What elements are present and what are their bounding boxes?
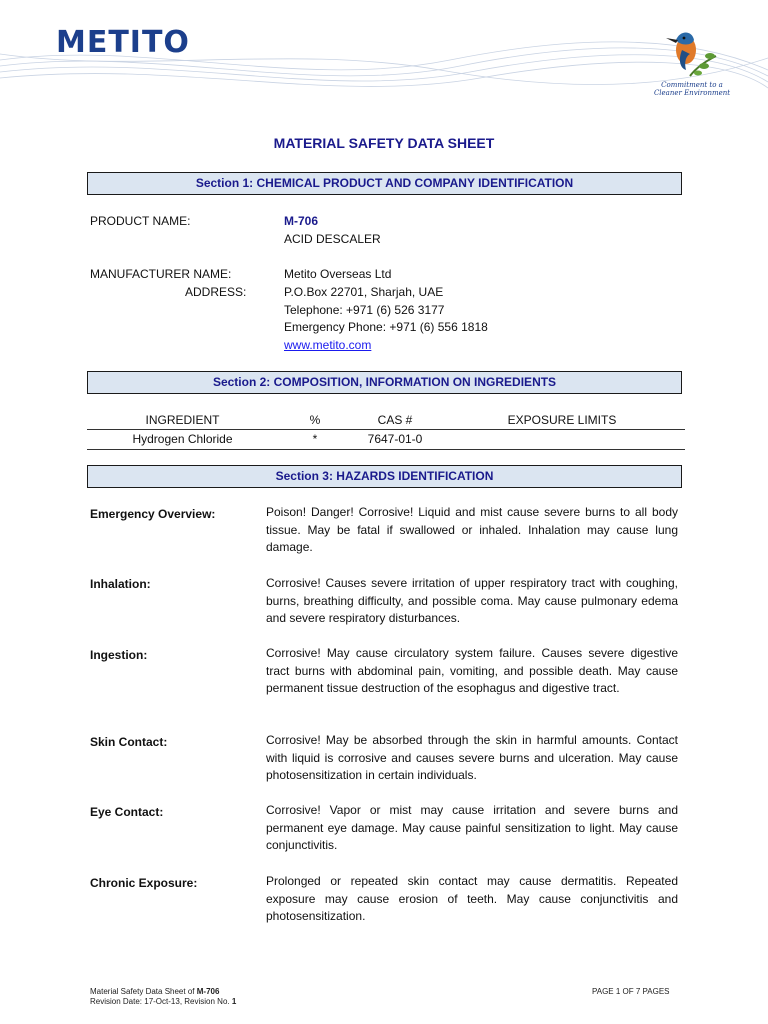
emergency-phone: Emergency Phone: +971 (6) 556 1818	[284, 320, 488, 334]
brand-tagline: Commitment to a Cleaner Environment	[653, 81, 731, 97]
product-name-label: PRODUCT NAME:	[90, 214, 191, 228]
hazard-text-inhalation: Corrosive! Causes severe irritation of upper respiratory tract with coughing, burns, breathing difficulty, and possible coma. May cause pulmonary edema and severe respiratory disturbances.	[266, 576, 678, 625]
hazard-label-ingestion: Ingestion:	[90, 648, 148, 662]
manufacturer-label: MANUFACTURER NAME:	[90, 267, 232, 281]
table-bottom-rule	[87, 449, 685, 450]
hazard-label-eye-contact: Eye Contact:	[90, 805, 164, 819]
hazard-text-ingestion: Corrosive! May cause circulatory system failure. Causes severe digestive tract burns with abdominal pain, vomiting, and possible death. May cause permanent tissue destruction of the esophagus and digestive tract.	[266, 646, 678, 695]
document-title: MATERIAL SAFETY DATA SHEET	[273, 135, 495, 151]
section-1-heading: Section 1: CHEMICAL PRODUCT AND COMPANY IDENTIFICATION	[87, 172, 682, 195]
hazard-label-emergency-overview: Emergency Overview:	[90, 507, 216, 521]
hazard-text-eye-contact: Corrosive! Vapor or mist may cause irritation and severe burns and permanent eye damage. May cause painful sensitization to light. May cause conjunctivitis.	[266, 803, 678, 852]
hazard-text-chronic-exposure: Prolonged or repeated skin contact may cause dermatitis. Repeated exposure may cause erosion of teeth. May cause conjunctivitis and photosensitization.	[266, 874, 678, 923]
telephone: Telephone: +971 (6) 526 3177	[284, 303, 445, 317]
section-2-heading: Section 2: COMPOSITION, INFORMATION ON INGREDIENTS	[87, 371, 682, 394]
hazard-label-skin-contact: Skin Contact:	[90, 735, 168, 749]
hazard-text-emergency-overview: Poison! Danger! Corrosive! Liquid and mist cause severe burns to all body tissue. May be fatal if swallowed or inhaled. Inhalation may cause lung damage.	[266, 505, 678, 554]
footer-page-number: PAGE 1 OF 7 PAGES	[592, 987, 670, 996]
table-header-rule	[87, 429, 685, 430]
ingredient-percent: *	[312, 432, 318, 446]
ingredient-cas: 7647-01-0	[367, 432, 423, 446]
page-header	[0, 0, 768, 110]
address-label: ADDRESS:	[185, 285, 247, 299]
product-description: ACID DESCALER	[284, 232, 381, 246]
hazard-label-inhalation: Inhalation:	[90, 577, 151, 591]
kingfisher-bird-icon	[660, 26, 720, 82]
ingredient-name: Hydrogen Chloride	[132, 432, 233, 446]
column-header-exposure-limits: EXPOSURE LIMITS	[507, 413, 617, 427]
column-header-cas: CAS #	[377, 413, 413, 427]
hazard-label-chronic-exposure: Chronic Exposure:	[90, 876, 198, 890]
hazard-text-skin-contact: Corrosive! May be absorbed through the skin in harmful amounts. Contact with liquid is corrosive and causes severe burns and ulceration. May cause photosensitization in certain individuals.	[266, 733, 678, 782]
product-code: M-706	[284, 214, 319, 228]
column-header-ingredient: INGREDIENT	[145, 413, 220, 427]
metito-logo: METITO	[56, 25, 190, 60]
footer-revision-info: Material Safety Data Sheet of M-706 Revision Date: 17-Oct-13, Revision No. 1	[90, 987, 237, 1006]
manufacturer-name: Metito Overseas Ltd	[284, 267, 392, 281]
website-link[interactable]: www.metito.com	[284, 338, 372, 352]
column-header-percent: %	[309, 413, 321, 427]
section-3-heading: Section 3: HAZARDS IDENTIFICATION	[87, 465, 682, 488]
manufacturer-address: P.O.Box 22701, Sharjah, UAE	[284, 285, 444, 299]
